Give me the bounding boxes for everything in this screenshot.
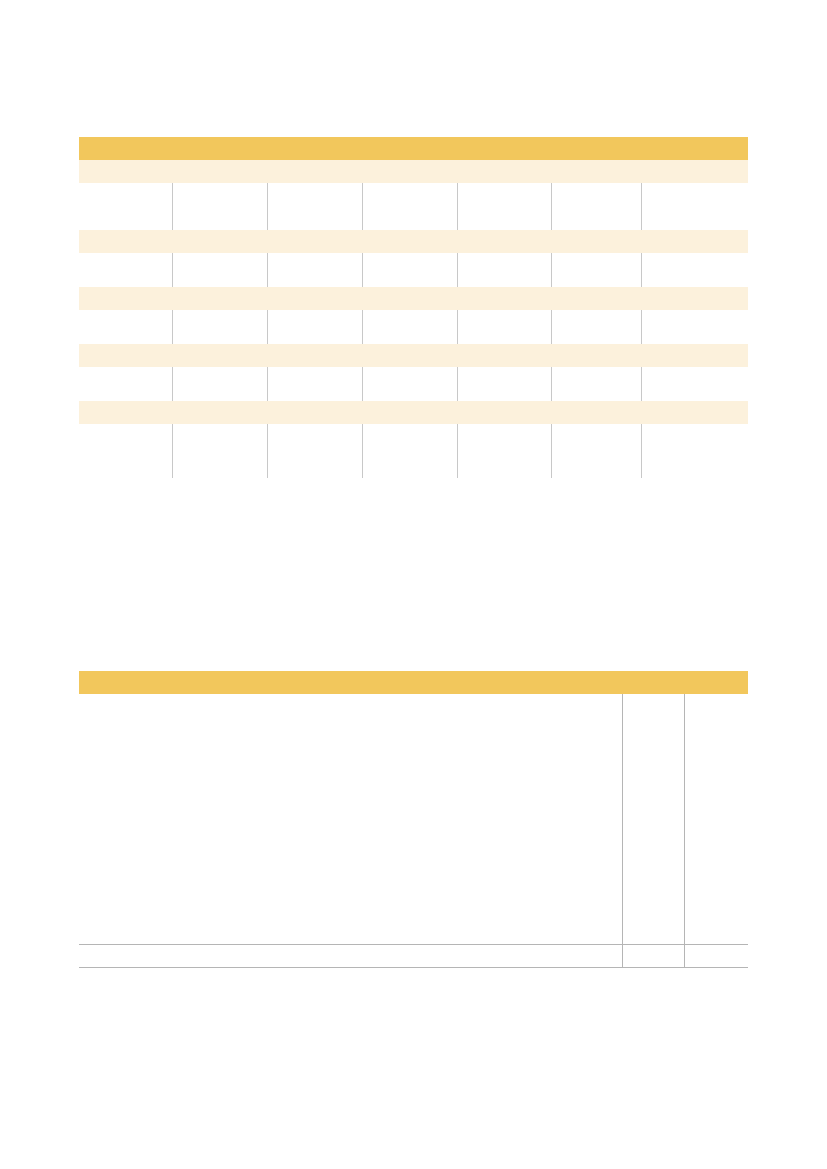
- table-cell: [641, 310, 748, 344]
- table-cell: [79, 183, 172, 230]
- header-cell: [641, 137, 748, 160]
- table-row: [79, 945, 748, 968]
- header-cell: [79, 671, 622, 694]
- table-cell: [362, 310, 457, 344]
- table-cell: [267, 424, 362, 478]
- band-cell: [551, 230, 641, 253]
- table-cell: [457, 367, 551, 401]
- table-row: [79, 253, 748, 287]
- table-band-row: [79, 230, 748, 253]
- band-cell: [172, 401, 267, 424]
- band-cell: [551, 401, 641, 424]
- band-cell: [362, 160, 457, 183]
- header-cell: [622, 671, 684, 694]
- table-cell: [551, 253, 641, 287]
- band-cell: [551, 160, 641, 183]
- band-cell: [267, 160, 362, 183]
- header-cell: [684, 671, 748, 694]
- table-band-row: [79, 344, 748, 367]
- rule-cell: [79, 968, 622, 969]
- band-cell: [457, 160, 551, 183]
- table-cell: [79, 310, 172, 344]
- table-cell: [457, 253, 551, 287]
- band-cell: [551, 344, 641, 367]
- band-cell: [551, 287, 641, 310]
- table-band-row: [79, 401, 748, 424]
- band-cell: [362, 287, 457, 310]
- table-cell: [622, 694, 684, 945]
- table-cell: [457, 310, 551, 344]
- table-cell: [79, 253, 172, 287]
- band-cell: [641, 230, 748, 253]
- table-cell: [551, 367, 641, 401]
- band-cell: [172, 160, 267, 183]
- table-cell: [362, 367, 457, 401]
- table-cell: [684, 694, 748, 945]
- table-cell: [457, 183, 551, 230]
- table-cell: [172, 424, 267, 478]
- table-cell: [79, 945, 622, 968]
- table-cell: [684, 945, 748, 968]
- band-cell: [457, 230, 551, 253]
- header-cell: [362, 137, 457, 160]
- header-cell: [79, 137, 172, 160]
- table-cell: [172, 183, 267, 230]
- table-cell: [79, 367, 172, 401]
- table-cell: [362, 424, 457, 478]
- table-cell: [641, 367, 748, 401]
- band-cell: [457, 401, 551, 424]
- table-bottom-rule: [79, 968, 748, 969]
- table-cell: [551, 424, 641, 478]
- band-cell: [79, 287, 172, 310]
- band-cell: [267, 344, 362, 367]
- table-cell: [267, 367, 362, 401]
- band-cell: [641, 287, 748, 310]
- header-cell: [457, 137, 551, 160]
- band-cell: [641, 401, 748, 424]
- rule-cell: [622, 968, 684, 969]
- band-cell: [79, 401, 172, 424]
- band-cell: [362, 401, 457, 424]
- band-cell: [457, 287, 551, 310]
- table-cell: [457, 424, 551, 478]
- header-cell: [172, 137, 267, 160]
- table-header-row: [79, 137, 748, 160]
- table-cell: [172, 310, 267, 344]
- table-cell: [267, 183, 362, 230]
- table-cell: [622, 945, 684, 968]
- band-cell: [457, 344, 551, 367]
- table-header-row: [79, 671, 748, 694]
- band-cell: [362, 230, 457, 253]
- table-cell: [79, 694, 622, 945]
- table-cell: [362, 183, 457, 230]
- table-row: [79, 424, 748, 478]
- band-cell: [79, 230, 172, 253]
- table-cell: [641, 183, 748, 230]
- table-cell: [551, 183, 641, 230]
- band-cell: [267, 401, 362, 424]
- header-cell: [551, 137, 641, 160]
- header-cell: [267, 137, 362, 160]
- table-cell: [172, 253, 267, 287]
- band-cell: [641, 160, 748, 183]
- table-band-row: [79, 160, 748, 183]
- table-row: [79, 310, 748, 344]
- rule-cell: [684, 968, 748, 969]
- band-cell: [267, 230, 362, 253]
- table-row: [79, 367, 748, 401]
- upper-data-table: [79, 137, 748, 478]
- band-cell: [172, 287, 267, 310]
- table-row: [79, 183, 748, 230]
- band-cell: [79, 160, 172, 183]
- table-band-row: [79, 287, 748, 310]
- table-row: [79, 694, 748, 945]
- band-cell: [267, 287, 362, 310]
- band-cell: [79, 344, 172, 367]
- table-cell: [172, 367, 267, 401]
- table-cell: [551, 310, 641, 344]
- table-cell: [267, 253, 362, 287]
- table-cell: [362, 253, 457, 287]
- band-cell: [172, 230, 267, 253]
- band-cell: [172, 344, 267, 367]
- table-cell: [267, 310, 362, 344]
- lower-data-table: [79, 671, 748, 968]
- table-cell: [641, 424, 748, 478]
- band-cell: [641, 344, 748, 367]
- table-cell: [641, 253, 748, 287]
- band-cell: [362, 344, 457, 367]
- table-cell: [79, 424, 172, 478]
